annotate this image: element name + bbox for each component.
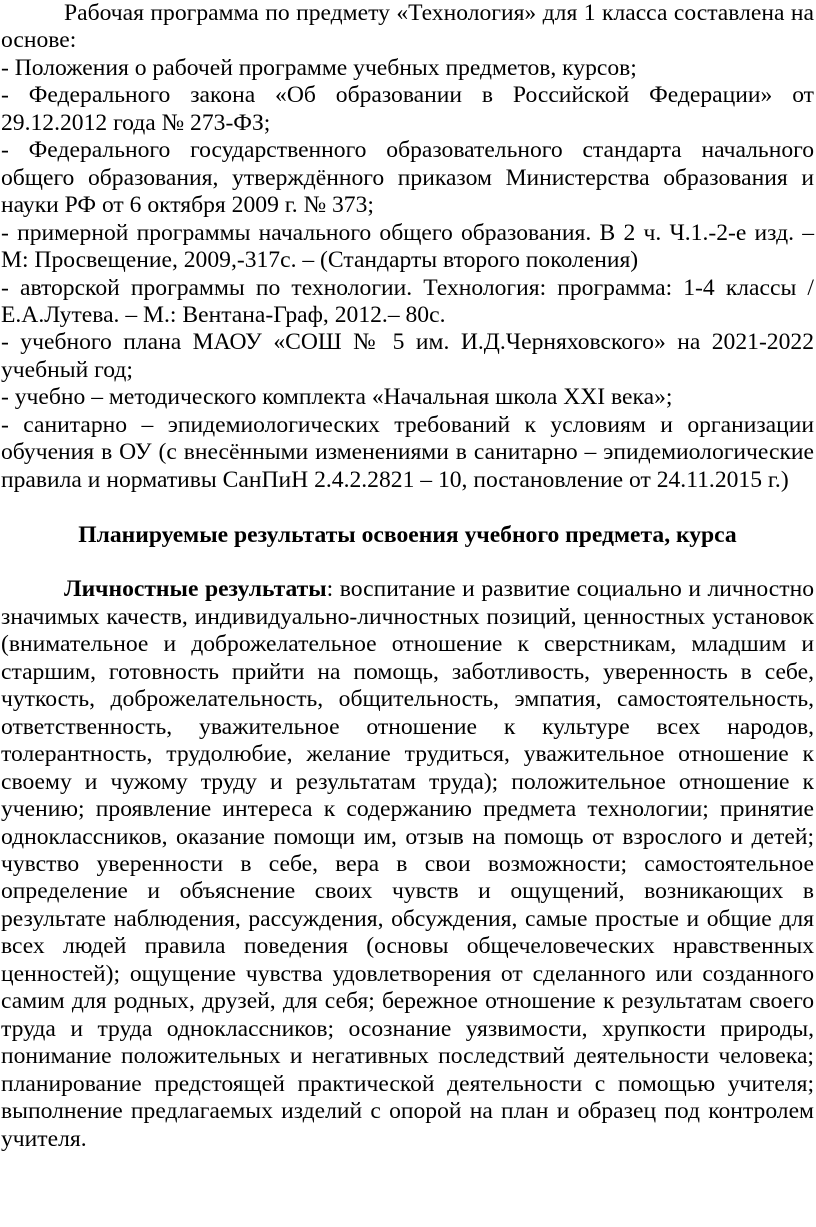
- basis-item: - Федерального государственного образовательного стандарта начального общего образования, утверждённого приказом Министерства образования и науки РФ от 6 октября 2009 г. № 373;: [1, 137, 814, 219]
- personal-results-label: Личностные результаты: [64, 576, 327, 603]
- document-page: [1, 0, 814, 1153]
- personal-results-paragraph: [1, 576, 814, 1153]
- basis-item: - санитарно – эпидемиологических требований к условиям и организации обучения в ОУ (с внесёнными изменениями в санитарно – эпидемиологические правила и нормативы СанПиН 2.4.2.2821 – 10, постановление от 24.11.2015 г.): [1, 411, 814, 493]
- section-title: Планируемые результаты освоения учебного предмета, курса: [78, 521, 737, 548]
- basis-item: - учебно – методического комплекта «Начальная школа XXI века»;: [1, 384, 673, 411]
- basis-item: - Положения о рабочей программе учебных предметов, курсов;: [1, 54, 637, 81]
- basis-item: - авторской программы по технологии. Технология: программа: 1-4 классы / Е.А.Лутева. – М.: Вентана-Граф, 2012.– 80с.: [1, 274, 814, 328]
- basis-item: - примерной программы начального общего образования. В 2 ч. Ч.1.-2-е изд. – М: Просвещение, 2009,-317с. – (Стандарты второго поколения): [1, 219, 814, 274]
- intro-paragraph: Рабочая программа по предмету «Технология» для 1 класса составлена на основе:: [1, 0, 814, 54]
- basis-item: - Федерального закона «Об образовании в Российской Федерации» от 29.12.2012 года № 273-ФЗ;: [1, 82, 814, 136]
- basis-item: - учебного плана МАОУ «СОШ № 5 им. И.Д.Черняховского» на 2021-2022 учебный год;: [1, 329, 814, 383]
- basis-list: [1, 55, 814, 494]
- personal-results-text: : воспитание и развитие социально и личностно значимых качеств, индивидуально-личностных позиций, ценностных установок (внимательное и доброжелательное отношение к сверстникам, младшим и старшим, готовность прийти на помощь, заботливость, уверенность в себе, чуткость, доброжелательность, общительность, эмпатия, самостоятельность, ответственность, уважительное отношение к культуре всех народов, толерантность, трудолюбие, желание трудиться, уважительное отношение к своему и чужому труду и результатам труда); положительное отношение к учению; проявление интереса к содержанию предмета технологии; принятие одноклассников, оказание помощи им, отзыв на помощь от взрослого и детей; чувство уверенности в себе, вера в свои возможности; самостоятельное определение и объяснение своих чувств и ощущений, возникающих в результате наблюдения, рассуждения, обсуждения, самые простые и общие для всех людей правила поведения (основы общечеловеческих нравственных ценностей); ощущение чувства удовлетворения от сделанного или созданного самим для родных, друзей, для себя; бережное отношение к результатам своего труда и труда одноклассников; осознание уязвимости, хрупкости природы, понимание положительных и негативных последствий деятельности человека; планирование предстоящей практической деятельности с помощью учителя; выполнение предлагаемых изделий с опорой на план и образец под контролем учителя.: [1, 576, 814, 1152]
